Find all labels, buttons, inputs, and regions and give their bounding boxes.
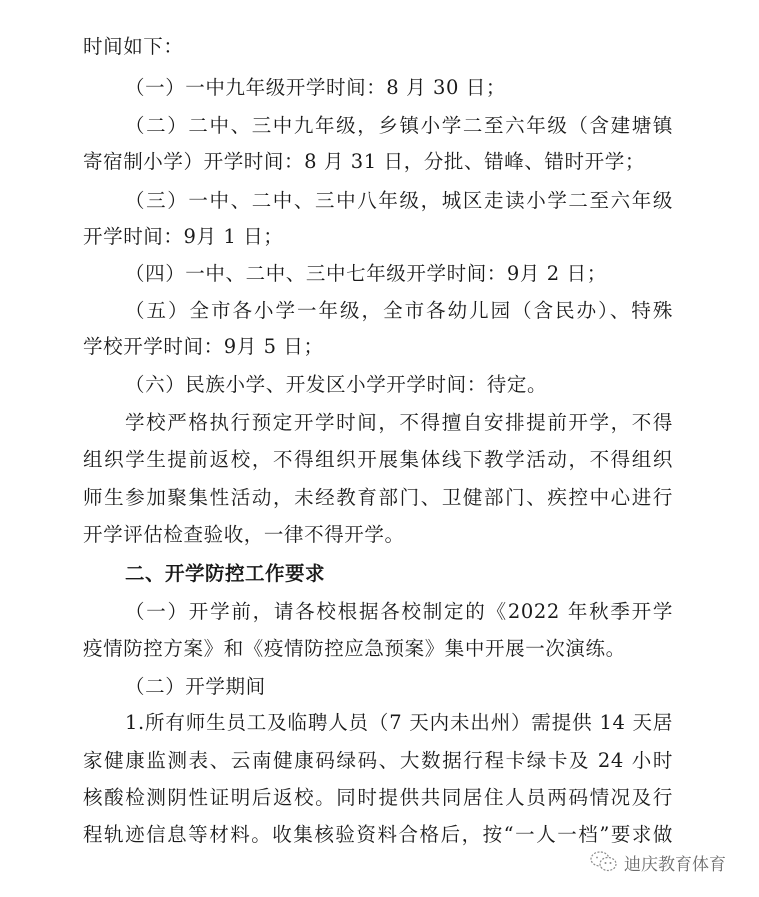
paragraph-line: 程轨迹信息等材料。收集核验资料合格后，按“一人一档”要求做: [83, 823, 673, 846]
paragraph-line: 组织学生提前返校，不得组织开展集体线下教学活动，不得组织: [83, 448, 673, 471]
list-item-schedule-5: （五）全市各小学一年级，全市各幼儿园（含民办）、特殊: [125, 299, 673, 322]
subsection-heading: （二）开学期间: [125, 675, 266, 698]
text-line: 开学时间：9月 1 日；: [83, 225, 284, 248]
text-line: 寄宿制小学）开学时间：8 月 31 日，分批、错峰、错时开学；: [83, 150, 645, 173]
text-line: 时间如下：: [83, 35, 184, 58]
list-item-schedule-3: （三）一中、二中、三中八年级，城区走读小学二至六年级: [125, 189, 673, 212]
paragraph-line: 开学评估检查验收，一律不得开学。: [83, 523, 405, 546]
watermark-label: 迪庆教育体育: [624, 854, 726, 875]
list-item-schedule-2: （二）二中、三中九年级，乡镇小学二至六年级（含建塘镇: [125, 114, 673, 137]
text-line: 学校开学时间：9月 5 日；: [83, 335, 324, 358]
list-item-schedule-4: （四）一中、二中、三中七年级开学时间：9月 2 日；: [125, 262, 607, 285]
list-item-schedule-1: （一）一中九年级开学时间：8 月 30 日；: [125, 76, 507, 99]
paragraph-line: 1.所有师生员工及临聘人员（7 天内未出州）需提供 14 天居: [125, 711, 673, 734]
paragraph-line: 师生参加聚集性活动，未经教育部门、卫健部门、疾控中心进行: [83, 486, 673, 509]
wechat-icon: [590, 850, 618, 874]
paragraph-line: 学校严格执行预定开学时间，不得擅自安排提前开学，不得: [125, 411, 673, 434]
paragraph-line: 家健康监测表、云南健康码绿码、大数据行程卡绿卡及 24 小时: [83, 749, 673, 772]
list-item-requirement-1: （一）开学前，请各校根据各校制定的《2022 年秋季开学: [125, 600, 673, 623]
paragraph-line: 核酸检测阴性证明后返校。同时提供共同居住人员两码情况及行: [83, 786, 673, 809]
text-line: 疫情防控方案》和《疫情防控应急预案》集中开展一次演练。: [83, 637, 626, 660]
section-heading: 二、开学防控工作要求: [125, 562, 326, 585]
list-item-schedule-6: （六）民族小学、开发区小学开学时间：待定。: [125, 373, 548, 396]
watermark: [590, 848, 726, 876]
